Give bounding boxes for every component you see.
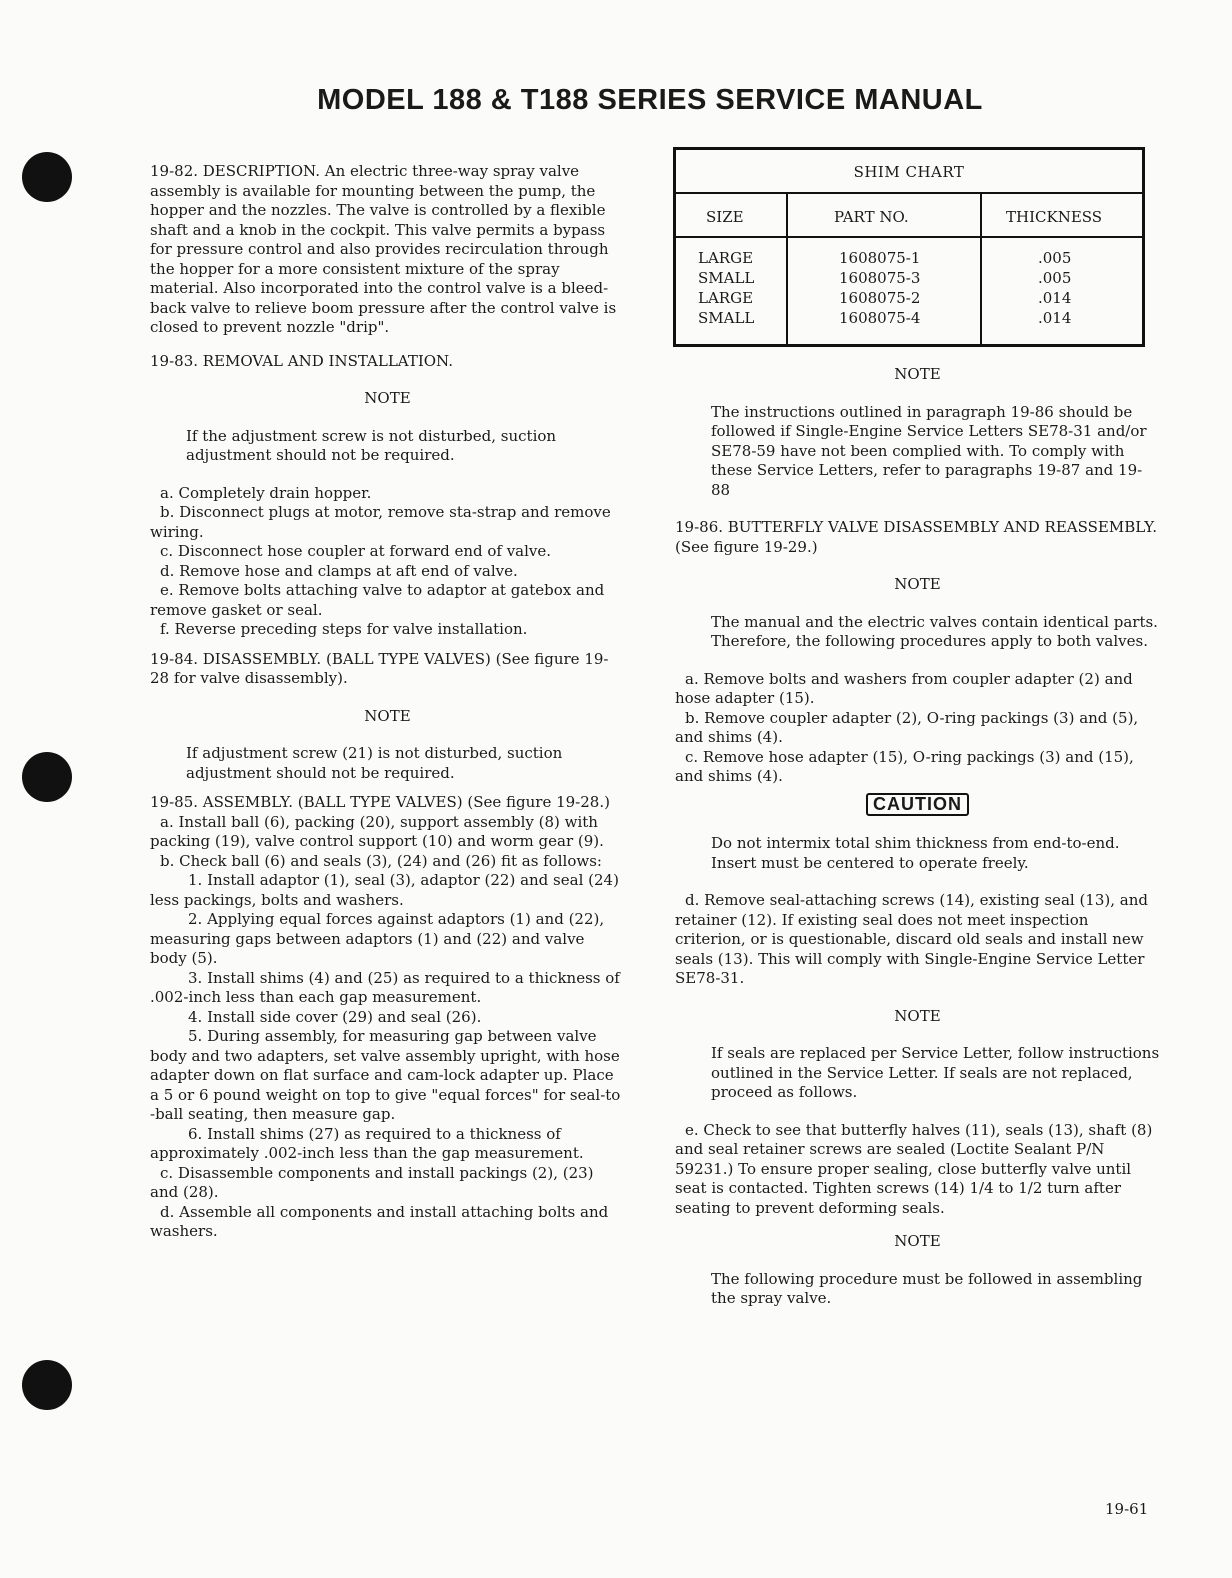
cell-size: LARGE — [698, 289, 754, 307]
step-19-86-a: a. Remove bolts and washers from coupler adapter (2) and hose adapter (15). — [675, 669, 1133, 707]
step-19-83-b: b. Disconnect plugs at motor, remove sta-strap and remove wiring. — [150, 503, 611, 541]
substep-5: 5. During assembly, for measuring gap between valve body and two adapters, set valve assembly upright, with hose adapter down on flat surface and cam-lock adapter up. Place a 5 or 6 pound weight on top to give "equal forces" for seal-to -ball seating, then measure gap. — [150, 1027, 621, 1123]
cell-thickness: .005 — [1038, 249, 1072, 267]
step-19-86-b: b. Remove coupler adapter (2), O-ring packings (3) and (5), and shims (4). — [675, 708, 1139, 746]
punch-hole-middle — [22, 752, 72, 802]
step-19-86-e: e. Check to see that butterfly halves (11), seals (13), shaft (8) and seal retainer screws are sealed (Loctite Sealant P/N 59231.) To ensure proper sealing, close butterfly valve until seat is contacted. Tighten screws (14) 1/4 to 1/2 turn after seating to prevent deforming seals. — [675, 1120, 1153, 1217]
cell-part-no: 1608075-4 — [839, 309, 921, 327]
cell-part-no: 1608075-2 — [839, 289, 921, 307]
note-text: If adjustment screw (21) is not disturbed, suction adjustment should not be required. — [186, 744, 563, 782]
step-19-85-d: d. Assemble all components and install attaching bolts and washers. — [150, 1202, 609, 1240]
substep-6: 6. Install shims (27) as required to a thickness of approximately .002-inch less than the gap measurement. — [150, 1124, 584, 1162]
step-19-85-a: a. Install ball (6), packing (20), support assembly (8) with packing (19), valve control support (10) and worm gear (9). — [150, 812, 604, 850]
substep-1: 1. Install adaptor (1), seal (3), adaptor (22) and seal (24) less packings, bolts and washers. — [150, 871, 619, 909]
column-divider — [786, 192, 788, 344]
paragraph-19-82: 19-82. DESCRIPTION. An electric three-way spray valve assembly is available for mounting between the pump, the hopper and the nozzles. The valve is controlled by a flexible shaft and a knob in the cockpit. This valve permits a bypass for pressure control and also provides recirculation through the hopper for a more consistent mixture of the spray material. Also incorporated into the control valve is a bleed-back valve to relieve boom pressure after the control valve is closed to prevent nozzle "drip". — [150, 162, 617, 336]
note-text: The following procedure must be followed in assembling the spray valve. — [711, 1269, 1143, 1307]
step-19-83-d: d. Remove hose and clamps at aft end of valve. — [160, 561, 518, 580]
note-text: The manual and the electric valves contain identical parts. Therefore, the following procedures apply to both valves. — [711, 612, 1158, 650]
step-19-86-c: c. Remove hose adapter (15), O-ring packings (3) and (15), and shims (4). — [675, 747, 1134, 785]
caution-label: CAUTION — [866, 793, 969, 817]
page-number: 19-61 — [1105, 1500, 1149, 1518]
caution-text: Do not intermix total shim thickness from end-to-end. Insert must be centered to operate freely. — [711, 834, 1120, 872]
page-title: MODEL 188 & T188 SERIES SERVICE MANUAL — [317, 84, 983, 116]
note-label: NOTE — [894, 1232, 941, 1250]
cell-part-no: 1608075-3 — [839, 269, 921, 287]
left-column — [150, 162, 625, 1242]
note-label: NOTE — [364, 706, 411, 725]
note-text: If the adjustment screw is not disturbed, suction adjustment should not be required. — [186, 426, 557, 464]
column-divider — [980, 192, 982, 344]
right-column — [675, 365, 1160, 1309]
heading-19-83: 19-83. REMOVAL AND INSTALLATION. — [150, 351, 453, 370]
cell-size: SMALL — [698, 269, 755, 287]
heading-19-85: 19-85. ASSEMBLY. (BALL TYPE VALVES) (See figure 19-28.) — [150, 793, 610, 811]
step-19-86-d: d. Remove seal-attaching screws (14), existing seal (13), and retainer (12). If existing seal does not meet inspection criterion, or is questionable, discard old seals and install new seals (13). This will comply with Single-Engine Service Letter SE78-31. — [675, 891, 1148, 987]
heading-19-84: 19-84. DISASSEMBLY. (BALL TYPE VALVES) (See figure 19-28 for valve disassembly). — [150, 649, 609, 687]
header-thickness: THICKNESS — [1006, 208, 1103, 226]
header-size: SIZE — [706, 208, 744, 226]
step-19-85-c: c. Disassemble components and install packings (2), (23) and (28). — [150, 1163, 594, 1201]
cell-part-no: 1608075-1 — [839, 249, 921, 267]
cell-size: SMALL — [698, 309, 755, 327]
substep-2: 2. Applying equal forces against adaptors (1) and (22), measuring gaps between adaptors (1) and (22) and valve body (5). — [150, 910, 605, 967]
substep-3: 3. Install shims (4) and (25) as required to a thickness of .002-inch less than each gap measurement. — [150, 968, 620, 1006]
shim-chart-table — [673, 147, 1145, 347]
note-label: NOTE — [894, 575, 941, 593]
step-19-83-f: f. Reverse preceding steps for valve installation. — [160, 620, 528, 638]
note-text: The instructions outlined in paragraph 19-86 should be followed if Single-Engine Service Letters SE78-31 and/or SE78-59 have not been complied with. To comply with these Service Letters, refer to paragraphs 19-87 and 19-88 — [711, 402, 1147, 499]
step-19-83-e: e. Remove bolts attaching valve to adaptor at gatebox and remove gasket or seal. — [150, 581, 605, 619]
caution-wrapper — [675, 793, 1160, 817]
shim-chart-title: SHIM CHART — [676, 150, 1142, 194]
cell-thickness: .005 — [1038, 269, 1072, 287]
cell-size: LARGE — [698, 249, 754, 267]
note-label: NOTE — [894, 365, 941, 383]
substep-4: 4. Install side cover (29) and seal (26). — [188, 1007, 482, 1026]
step-19-83-c: c. Disconnect hose coupler at forward end of valve. — [160, 542, 552, 560]
note-label: NOTE — [364, 389, 411, 407]
heading-19-86: 19-86. BUTTERFLY VALVE DISASSEMBLY AND REASSEMBLY. (See figure 19-29.) — [675, 518, 1157, 556]
header-part-no: PART NO. — [834, 208, 909, 226]
note-text: If seals are replaced per Service Letter, follow instructions outlined in the Service Letter. If seals are not replaced, proceed as follows. — [711, 1044, 1160, 1101]
cell-thickness: .014 — [1038, 309, 1072, 327]
note-label: NOTE — [894, 1006, 941, 1025]
punch-hole-top — [22, 152, 72, 202]
punch-hole-bottom — [22, 1360, 72, 1410]
cell-thickness: .014 — [1038, 289, 1072, 307]
step-19-85-b: b. Check ball (6) and seals (3), (24) and (26) fit as follows: — [160, 851, 602, 870]
step-19-83-a: a. Completely drain hopper. — [160, 483, 372, 502]
